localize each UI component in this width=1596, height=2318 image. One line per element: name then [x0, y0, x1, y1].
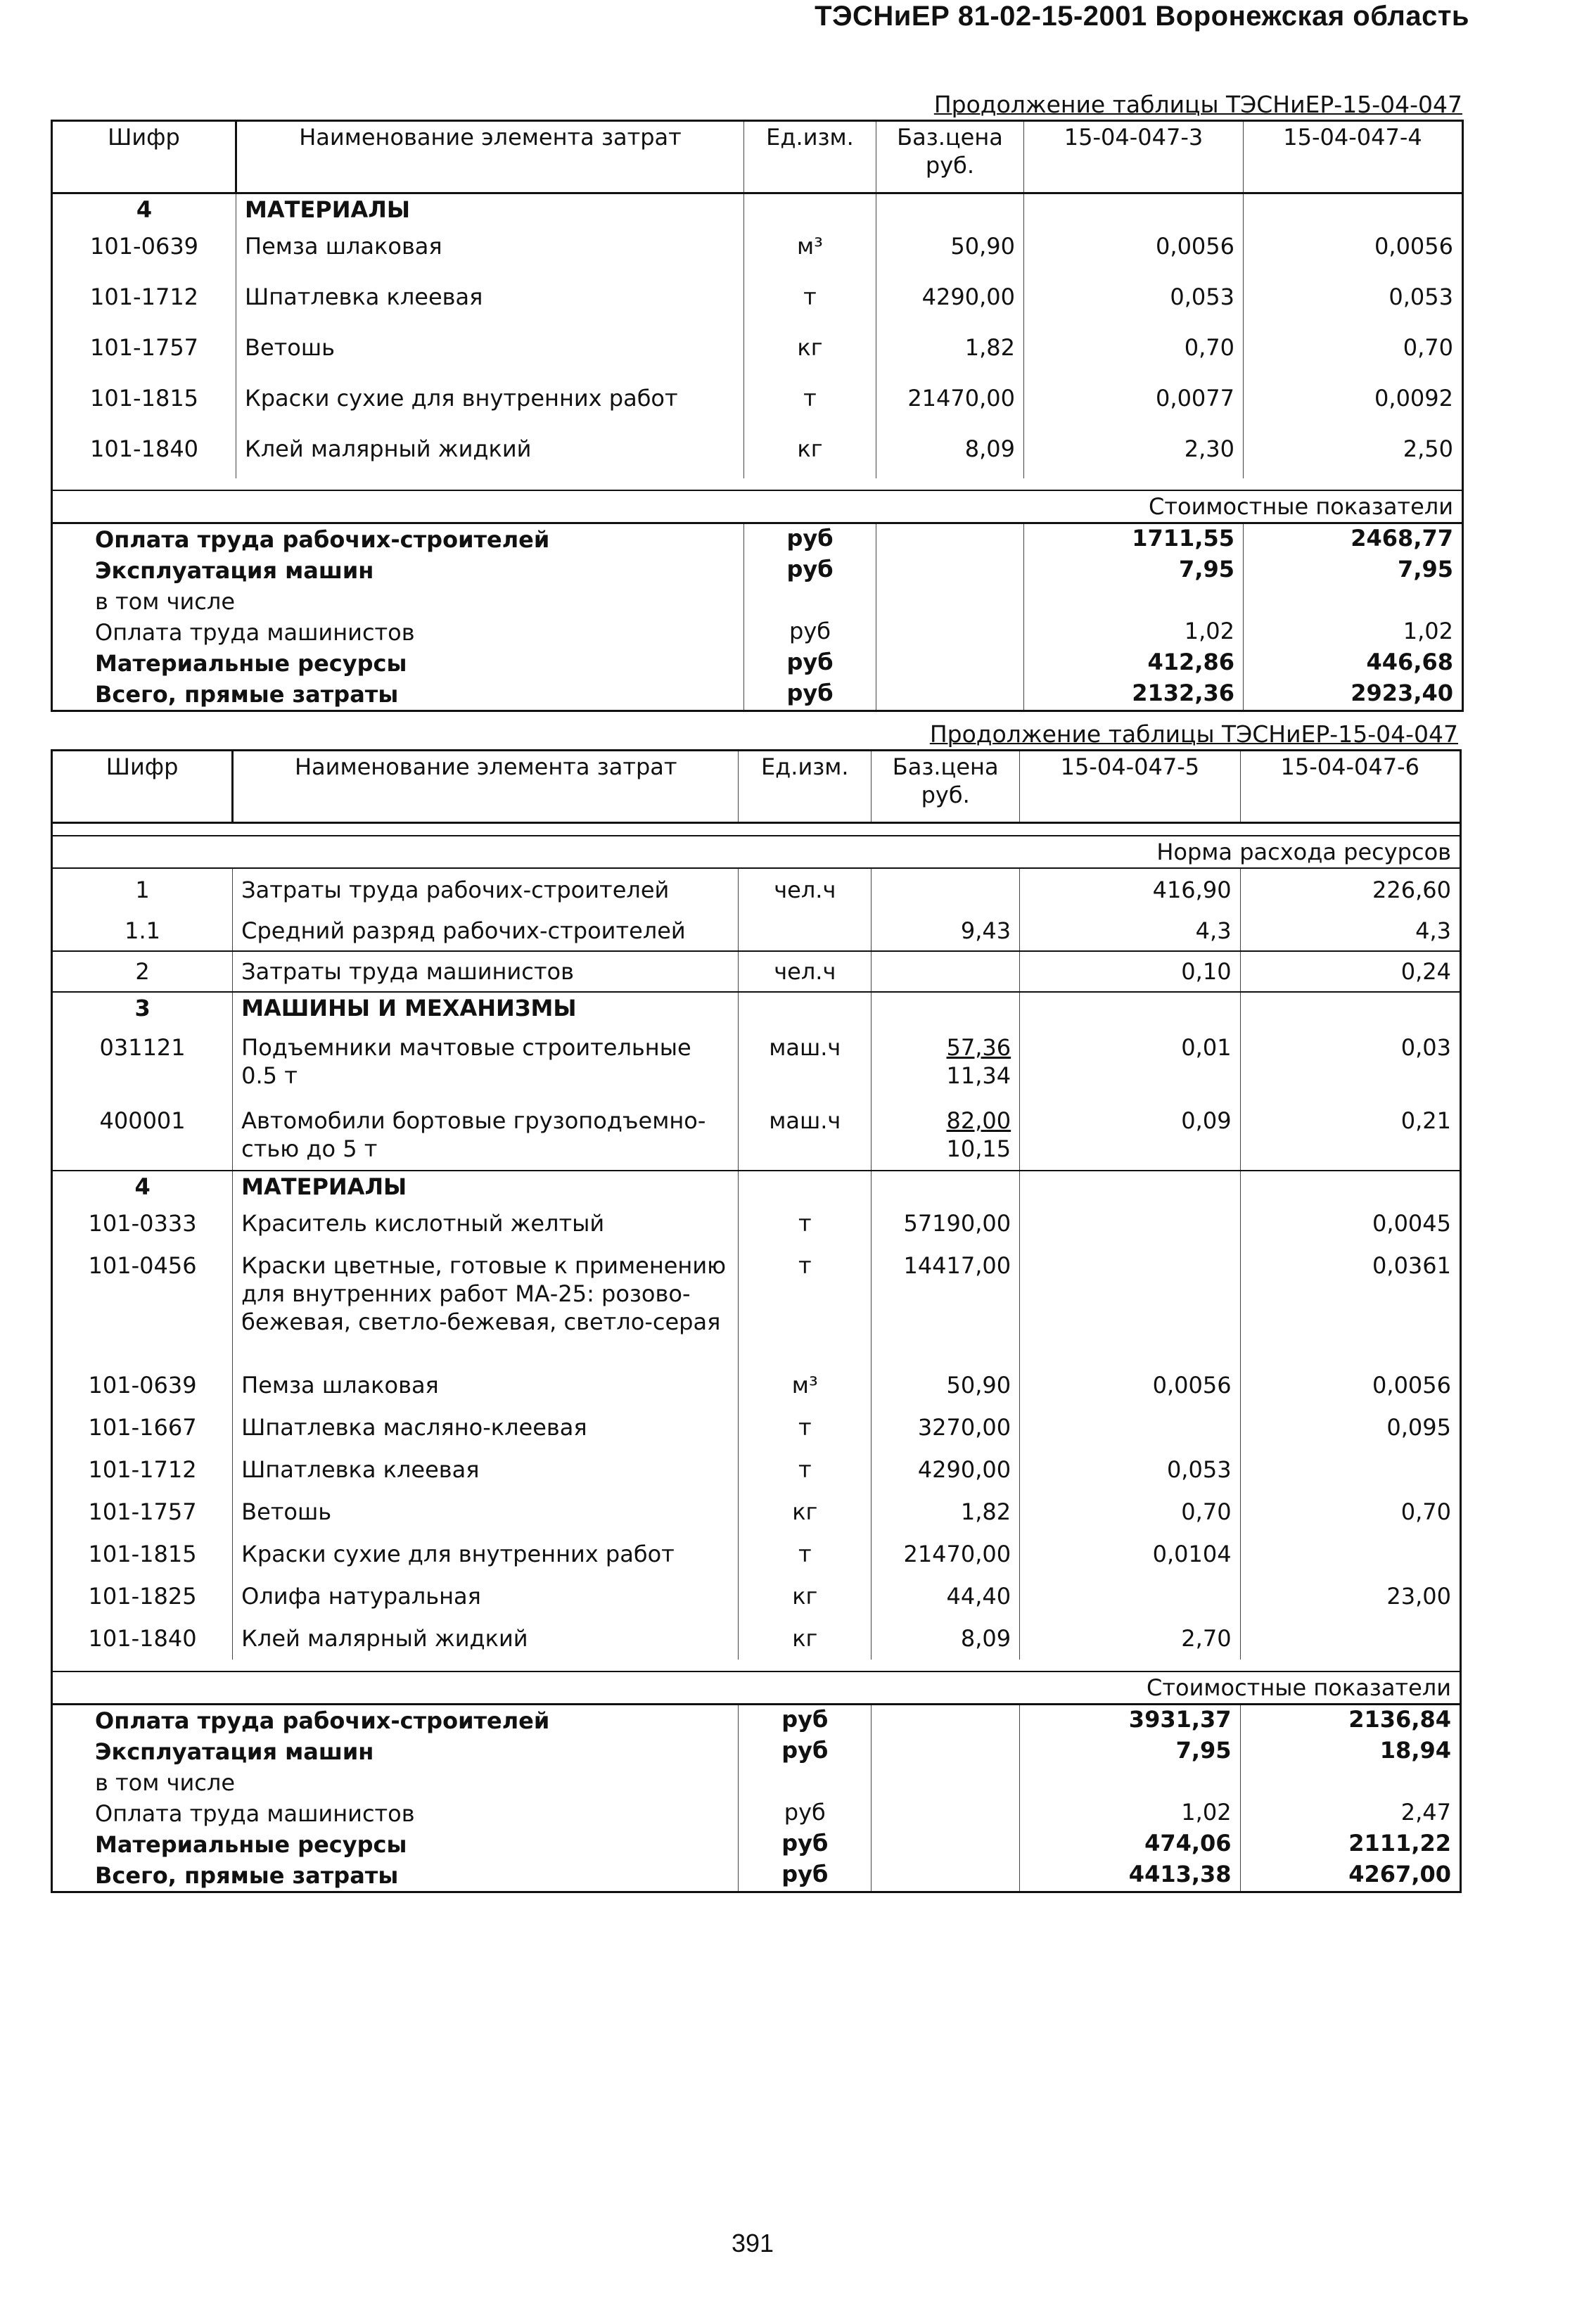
page-header: ТЭСНиЕР 81-02-15-2001 Воронежская область — [815, 1, 1469, 32]
cost-band — [52, 490, 1463, 523]
cell-price: 1,82 — [876, 326, 1024, 377]
section-title: МАТЕРИАЛЫ — [236, 193, 744, 226]
header-price-line1: Баз.цена — [892, 753, 999, 780]
section-code: 4 — [52, 1171, 233, 1202]
price-line1: 57,36 — [946, 1034, 1011, 1061]
spacer-cell — [52, 1660, 1461, 1671]
cell-code: 400001 — [52, 1097, 233, 1171]
table-row — [52, 1491, 1461, 1533]
drivers-row — [52, 951, 1461, 992]
cell-name: Клей малярный жидкий — [236, 428, 744, 478]
cost-band-label: Стоимостные показатели — [52, 490, 1463, 523]
empty-cell — [876, 586, 1024, 617]
table-row — [52, 1244, 1461, 1364]
cell-unit: т — [739, 1202, 872, 1244]
cell-col-a: 0,0056 — [1024, 225, 1244, 276]
header-row — [52, 121, 1463, 193]
cost-unit: руб — [744, 523, 876, 556]
cell-col-b: 2,50 — [1244, 428, 1463, 478]
cell-code: 101-1712 — [52, 1448, 233, 1491]
table-row — [52, 225, 1463, 276]
cell-col-b: 0,21 — [1240, 1097, 1460, 1171]
cell-unit: т — [744, 276, 876, 326]
cost-unit — [744, 586, 876, 617]
cost-col-a: 7,95 — [1024, 555, 1244, 586]
empty-cell — [876, 555, 1024, 586]
cost-label: Оплата труда машинистов — [52, 617, 744, 648]
empty-cell — [872, 1705, 1020, 1737]
cell-price: 57190,00 — [872, 1202, 1020, 1244]
cost-col-a: 1,02 — [1024, 617, 1244, 648]
cell-price: 21470,00 — [876, 377, 1024, 428]
cost-row — [52, 648, 1463, 679]
cell-code: 101-1667 — [52, 1406, 233, 1448]
empty-cell — [872, 1798, 1020, 1829]
cell-code: 101-0456 — [52, 1244, 233, 1364]
cell-price: 50,90 — [876, 225, 1024, 276]
empty-cell — [739, 992, 872, 1024]
cell-code: 101-1815 — [52, 1533, 233, 1575]
section-row — [52, 992, 1461, 1024]
cell-col-b — [1240, 1533, 1460, 1575]
cell-col-a: 0,01 — [1020, 1024, 1240, 1097]
cost-label: Эксплуатация машин — [52, 1736, 739, 1767]
cell-col-b: 0,0056 — [1244, 225, 1463, 276]
table2-continuation-caption: Продолжение таблицы ТЭСНиЕР-15-04-047 — [929, 720, 1458, 748]
cost-label: Материальные ресурсы — [52, 648, 744, 679]
cost-row — [52, 617, 1463, 648]
cost-label: Оплата труда рабочих-строителей — [52, 523, 744, 556]
cost-label: Эксплуатация машин — [52, 555, 744, 586]
empty-cell — [1024, 193, 1244, 226]
cell-col-b: 23,00 — [1240, 1575, 1460, 1617]
cost-col-b — [1244, 586, 1463, 617]
cell-col-a: 4,3 — [1020, 910, 1240, 951]
cell-name: Краситель кислотный желтый — [233, 1202, 739, 1244]
cell-price: 3270,00 — [872, 1406, 1020, 1448]
cell-name: Затраты труда машинистов — [233, 951, 739, 992]
page-number: 391 — [732, 2229, 774, 2257]
cost-row — [52, 1860, 1461, 1892]
header-row — [52, 751, 1461, 823]
cell-name: Шпатлевка клеевая — [236, 276, 744, 326]
cost-col-a: 7,95 — [1020, 1736, 1240, 1767]
cost-col-a: 474,06 — [1020, 1829, 1240, 1860]
cost-band-label: Стоимостные показатели — [52, 1671, 1461, 1705]
table-row — [52, 276, 1463, 326]
cost-unit: руб — [739, 1736, 872, 1767]
cost-col-a: 4413,38 — [1020, 1860, 1240, 1892]
table-row — [52, 1364, 1461, 1406]
cost-col-a — [1020, 1767, 1240, 1798]
cell-col-b: 0,053 — [1244, 276, 1463, 326]
cell-unit: чел.ч — [739, 951, 872, 992]
cost-unit: руб — [739, 1705, 872, 1737]
header-col-a: 15-04-047-5 — [1020, 751, 1240, 823]
empty-cell — [872, 1860, 1020, 1892]
spacer-row — [52, 478, 1463, 490]
cost-unit: руб — [744, 679, 876, 711]
cell-col-a: 0,0104 — [1020, 1533, 1240, 1575]
cell-name: Олифа натуральная — [233, 1575, 739, 1617]
section-row — [52, 1171, 1461, 1202]
empty-cell — [1244, 193, 1463, 226]
cost-col-b: 446,68 — [1244, 648, 1463, 679]
norm-band — [52, 836, 1461, 868]
cost-row — [52, 1736, 1461, 1767]
cell-unit: кг — [739, 1575, 872, 1617]
norm-band-label: Норма расхода ресурсов — [52, 836, 1461, 868]
cell-name: Краски сухие для внутренних работ — [236, 377, 744, 428]
cell-code: 101-1757 — [52, 1491, 233, 1533]
cell-name: Ветошь — [236, 326, 744, 377]
empty-cell — [1020, 992, 1240, 1024]
cell-name: Краски цветные, готовые к применению для внутренних работ МА-25: розово-бежевая, светло-бежевая, светло-серая — [233, 1244, 739, 1364]
cost-col-b: 4267,00 — [1240, 1860, 1460, 1892]
table-row — [52, 1533, 1461, 1575]
cell-price: 50,90 — [872, 1364, 1020, 1406]
header-price — [872, 751, 1020, 823]
cell-name: Пемза шлаковая — [233, 1364, 739, 1406]
machine-row — [52, 1097, 1461, 1171]
empty-cell — [739, 1171, 872, 1202]
spacer-row — [52, 1660, 1461, 1671]
empty-cell — [876, 617, 1024, 648]
cell-col-a — [1020, 1575, 1240, 1617]
cost-label: Оплата труда рабочих-строителей — [52, 1705, 739, 1737]
price-line1: 82,00 — [946, 1107, 1011, 1134]
cost-label: Материальные ресурсы — [52, 1829, 739, 1860]
empty-cell — [872, 1767, 1020, 1798]
header-unit: Ед.изм. — [739, 751, 872, 823]
cell-col-b: 0,70 — [1240, 1491, 1460, 1533]
cell-name: Пемза шлаковая — [236, 225, 744, 276]
cost-col-a — [1024, 586, 1244, 617]
cell-unit: кг — [744, 326, 876, 377]
cell-unit — [739, 910, 872, 951]
cell-unit: м³ — [744, 225, 876, 276]
cell-code: 101-1840 — [52, 1617, 233, 1660]
empty-cell — [1020, 1171, 1240, 1202]
header-price — [876, 121, 1024, 193]
cell-name: Средний разряд рабочих-строителей — [233, 910, 739, 951]
spacer-row — [52, 823, 1461, 836]
empty-cell — [876, 679, 1024, 711]
cell-price — [872, 868, 1020, 910]
labor-row — [52, 868, 1461, 910]
cell-name-line: Подъемники мачтовые строительные — [241, 1034, 691, 1061]
cell-unit: маш.ч — [739, 1024, 872, 1097]
cost-unit: руб — [739, 1860, 872, 1892]
table-row — [52, 1575, 1461, 1617]
table-row — [52, 326, 1463, 377]
cell-unit: кг — [739, 1491, 872, 1533]
cell-price: 1,82 — [872, 1491, 1020, 1533]
cell-code: 101-1815 — [52, 377, 236, 428]
cell-code: 101-0333 — [52, 1202, 233, 1244]
cost-row — [52, 555, 1463, 586]
header-name: Наименование элемента затрат — [233, 751, 739, 823]
cell-col-a: 2,70 — [1020, 1617, 1240, 1660]
table2 — [51, 749, 1462, 1893]
cell-col-b — [1240, 1448, 1460, 1491]
cell-code: 101-1825 — [52, 1575, 233, 1617]
cell-col-b: 0,0045 — [1240, 1202, 1460, 1244]
cell-price — [872, 951, 1020, 992]
cell-col-b: 226,60 — [1240, 868, 1460, 910]
cell-code: 101-1840 — [52, 428, 236, 478]
cell-name: Затраты труда рабочих-строителей — [233, 868, 739, 910]
cell-name: Шпатлевка масляно-клеевая — [233, 1406, 739, 1448]
cost-col-a: 3931,37 — [1020, 1705, 1240, 1737]
header-unit: Ед.изм. — [744, 121, 876, 193]
cell-col-a: 0,70 — [1020, 1491, 1240, 1533]
header-code: Шифр — [52, 121, 236, 193]
cell-col-b: 0,03 — [1240, 1024, 1460, 1097]
section-row — [52, 193, 1463, 226]
cell-col-b — [1240, 1617, 1460, 1660]
cell-col-a: 0,0056 — [1020, 1364, 1240, 1406]
cell-name-line: стью до 5 т — [241, 1135, 378, 1162]
header-code: Шифр — [52, 751, 233, 823]
cell-unit: т — [739, 1533, 872, 1575]
cell-col-a: 0,10 — [1020, 951, 1240, 992]
cell-col-b: 0,70 — [1244, 326, 1463, 377]
cell-col-a — [1020, 1406, 1240, 1448]
cell-name — [233, 1097, 739, 1171]
cost-unit: руб — [744, 555, 876, 586]
cost-row — [52, 523, 1463, 556]
cell-price: 14417,00 — [872, 1244, 1020, 1364]
cost-col-a: 1,02 — [1020, 1798, 1240, 1829]
cost-band — [52, 1671, 1461, 1705]
cost-col-b — [1240, 1767, 1460, 1798]
table-row — [52, 1202, 1461, 1244]
table-row — [52, 1617, 1461, 1660]
empty-cell — [876, 193, 1024, 226]
labor-row — [52, 910, 1461, 951]
empty-cell — [1240, 992, 1460, 1024]
machine-row — [52, 1024, 1461, 1097]
cell-unit: т — [739, 1448, 872, 1491]
cell-price: 9,43 — [872, 910, 1020, 951]
cost-row — [52, 1829, 1461, 1860]
cell-col-a: 2,30 — [1024, 428, 1244, 478]
cost-label: в том числе — [52, 1767, 739, 1798]
cell-col-a: 0,70 — [1024, 326, 1244, 377]
cell-col-a: 416,90 — [1020, 868, 1240, 910]
cost-unit: руб — [739, 1798, 872, 1829]
cell-unit: т — [744, 377, 876, 428]
cell-code: 2 — [52, 951, 233, 992]
header-col-b: 15-04-047-6 — [1240, 751, 1460, 823]
table-row — [52, 428, 1463, 478]
cost-label: Всего, прямые затраты — [52, 679, 744, 711]
cell-unit: кг — [739, 1617, 872, 1660]
cell-name: Ветошь — [233, 1491, 739, 1533]
cost-col-b: 2923,40 — [1244, 679, 1463, 711]
cost-col-a: 412,86 — [1024, 648, 1244, 679]
cost-col-b: 2468,77 — [1244, 523, 1463, 556]
cell-price: 4290,00 — [872, 1448, 1020, 1491]
price-line2: 11,34 — [946, 1062, 1011, 1089]
cell-unit: т — [739, 1244, 872, 1364]
empty-cell — [744, 193, 876, 226]
cost-unit: руб — [744, 648, 876, 679]
cost-col-b: 7,95 — [1244, 555, 1463, 586]
cell-name: Клей малярный жидкий — [233, 1617, 739, 1660]
cost-col-b: 2111,22 — [1240, 1829, 1460, 1860]
cell-code: 031121 — [52, 1024, 233, 1097]
cost-label: Всего, прямые затраты — [52, 1860, 739, 1892]
empty-cell — [872, 1736, 1020, 1767]
empty-cell — [872, 1829, 1020, 1860]
cost-row — [52, 586, 1463, 617]
cell-unit: м³ — [739, 1364, 872, 1406]
cost-row — [52, 679, 1463, 711]
cell-price: 8,09 — [872, 1617, 1020, 1660]
cell-name: Шпатлевка клеевая — [233, 1448, 739, 1491]
cost-col-a: 2132,36 — [1024, 679, 1244, 711]
empty-cell — [872, 992, 1020, 1024]
cell-code: 101-0639 — [52, 225, 236, 276]
header-col-b: 15-04-047-4 — [1244, 121, 1463, 193]
cell-name: Краски сухие для внутренних работ — [233, 1533, 739, 1575]
cell-col-a — [1020, 1202, 1240, 1244]
cell-col-a: 0,053 — [1020, 1448, 1240, 1491]
cost-row — [52, 1767, 1461, 1798]
header-price-line2: руб. — [921, 782, 970, 808]
cell-col-b: 0,0056 — [1240, 1364, 1460, 1406]
cell-col-b: 0,24 — [1240, 951, 1460, 992]
section-code: 4 — [52, 193, 236, 226]
cell-code: 101-1757 — [52, 326, 236, 377]
cell-col-a — [1020, 1244, 1240, 1364]
header-price-line2: руб. — [925, 152, 975, 179]
empty-cell — [872, 1171, 1020, 1202]
cell-name-line: 0.5 т — [241, 1062, 298, 1089]
cell-col-b: 0,0361 — [1240, 1244, 1460, 1364]
cell-col-b: 0,0092 — [1244, 377, 1463, 428]
table-row — [52, 1406, 1461, 1448]
cell-code: 1 — [52, 868, 233, 910]
cost-col-b: 2,47 — [1240, 1798, 1460, 1829]
price-line2: 10,15 — [946, 1135, 1011, 1162]
table1 — [51, 120, 1464, 712]
cost-label: в том числе — [52, 586, 744, 617]
cost-col-a: 1711,55 — [1024, 523, 1244, 556]
empty-cell — [876, 523, 1024, 556]
spacer-cell — [52, 823, 1461, 836]
header-col-a: 15-04-047-3 — [1024, 121, 1244, 193]
header-name: Наименование элемента затрат — [236, 121, 744, 193]
section-code: 3 — [52, 992, 233, 1024]
cell-price: 8,09 — [876, 428, 1024, 478]
cell-price: 4290,00 — [876, 276, 1024, 326]
cost-row — [52, 1705, 1461, 1737]
table-row — [52, 1448, 1461, 1491]
table1-continuation-caption: Продолжение таблицы ТЭСНиЕР-15-04-047 — [933, 91, 1462, 118]
cost-col-b: 1,02 — [1244, 617, 1463, 648]
cost-unit: руб — [739, 1829, 872, 1860]
cell-price: 21470,00 — [872, 1533, 1020, 1575]
cell-col-b: 0,095 — [1240, 1406, 1460, 1448]
cost-col-b: 18,94 — [1240, 1736, 1460, 1767]
cell-unit: чел.ч — [739, 868, 872, 910]
cell-col-a: 0,0077 — [1024, 377, 1244, 428]
cell-unit: маш.ч — [739, 1097, 872, 1171]
empty-cell — [1240, 1171, 1460, 1202]
cost-unit — [739, 1767, 872, 1798]
spacer-cell — [52, 478, 1463, 490]
cost-unit: руб — [744, 617, 876, 648]
empty-cell — [876, 648, 1024, 679]
cell-name-line: Автомобили бортовые грузоподъемно- — [241, 1107, 706, 1134]
cell-code: 101-1712 — [52, 276, 236, 326]
cell-unit: кг — [744, 428, 876, 478]
cell-code: 101-0639 — [52, 1364, 233, 1406]
cell-col-a: 0,09 — [1020, 1097, 1240, 1171]
header-price-line1: Баз.цена — [897, 124, 1003, 151]
cost-label: Оплата труда машинистов — [52, 1798, 739, 1829]
cost-row — [52, 1798, 1461, 1829]
cell-name — [233, 1024, 739, 1097]
cell-price — [872, 1024, 1020, 1097]
cell-unit: т — [739, 1406, 872, 1448]
section-title: МАТЕРИАЛЫ — [233, 1171, 739, 1202]
cell-price — [872, 1097, 1020, 1171]
cell-code: 1.1 — [52, 910, 233, 951]
cell-price: 44,40 — [872, 1575, 1020, 1617]
cell-col-a: 0,053 — [1024, 276, 1244, 326]
section-title: МАШИНЫ И МЕХАНИЗМЫ — [233, 992, 739, 1024]
cost-col-b: 2136,84 — [1240, 1705, 1460, 1737]
cell-col-b: 4,3 — [1240, 910, 1460, 951]
table-row — [52, 377, 1463, 428]
